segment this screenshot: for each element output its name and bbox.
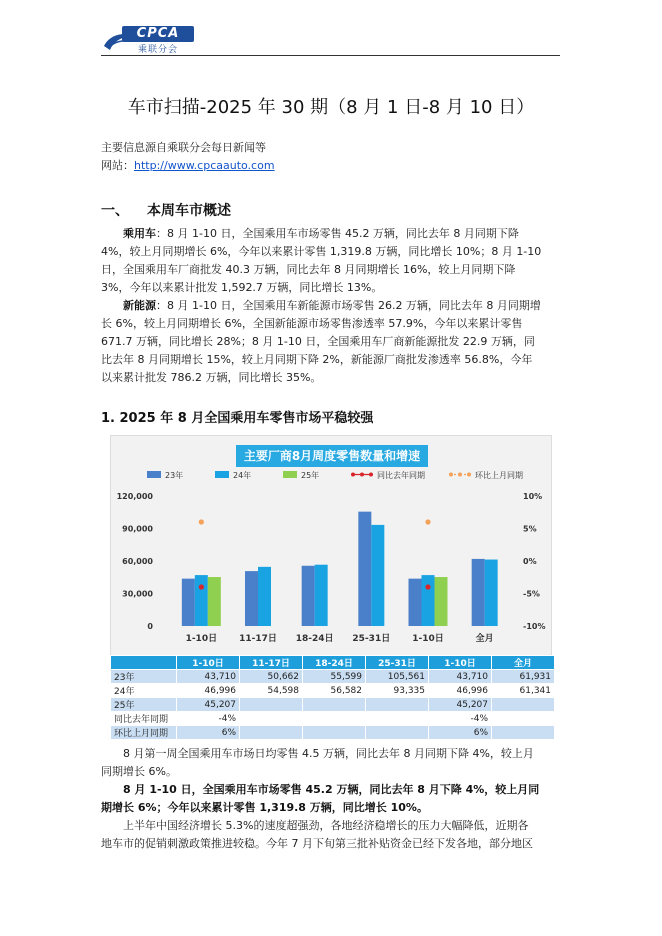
economy-line: 地车市的促销刺激政策推进较稳。今年 7 月下旬第三批补贴资金已经下发各地，部分地区 <box>101 837 533 850</box>
economy-line: 上半年中国经济增长 5.3%的速度超强劲，各地经济稳增长的压力大幅降低，近期各 <box>123 819 529 832</box>
weekly-retail-chart <box>110 435 552 657</box>
table-cell <box>240 698 303 712</box>
passenger-line: 日，全国乘用车厂商批发 40.3 万辆，同比去年 8 月同期增长 16%，较上月同期下降 <box>101 263 516 276</box>
bar-23年 <box>182 579 195 626</box>
bar-24年 <box>371 525 384 626</box>
website-label: 网站： <box>101 159 134 172</box>
table-cell: 105,561 <box>366 670 429 684</box>
table-cell <box>303 712 366 726</box>
week1-line: 同期增长 6%。 <box>101 765 177 778</box>
subsection-number: 1. <box>101 411 115 426</box>
table-cell: 43,710 <box>429 670 492 684</box>
table-cell <box>303 698 366 712</box>
document-title: 车市扫描-2025 年 30 期（8 月 1 日-8 月 10 日） <box>127 97 535 118</box>
legend-swatch <box>283 471 297 478</box>
nev-line: ：8 月 1-10 日，全国乘用车新能源市场零售 26.2 万辆，同比去年 8 月同期增 <box>156 299 541 312</box>
passenger-line: 3%，今年以来累计批发 1,592.7 万辆，同比增长 13%。 <box>101 281 383 294</box>
table-header-cell: 18-24日 <box>303 656 366 670</box>
table-cell: 56,582 <box>303 684 366 698</box>
marker-环比上月同期 <box>425 519 430 524</box>
bar-23年 <box>302 566 315 626</box>
table-cell <box>366 712 429 726</box>
y-right-tick-label: 10% <box>523 492 543 501</box>
subsection-heading <box>101 407 373 426</box>
table-cell <box>366 726 429 740</box>
table-cell: 50,662 <box>240 670 303 684</box>
x-tick-label: 全月 <box>475 634 494 644</box>
row-label: 同比去年同期 <box>111 712 177 726</box>
legend-label: 同比去年同期 <box>377 471 425 480</box>
legend-swatch <box>215 471 229 478</box>
table-cell: -4% <box>429 712 492 726</box>
bar-23年 <box>409 579 422 626</box>
nev-label: 新能源 <box>123 299 156 312</box>
website-line <box>101 157 275 173</box>
bar-24年 <box>195 575 208 626</box>
x-tick-label: 18-24日 <box>295 634 334 644</box>
nev-paragraph <box>101 297 561 387</box>
table-cell: 61,931 <box>492 670 555 684</box>
legend-marker <box>351 473 355 477</box>
table-cell: 6% <box>177 726 240 740</box>
section-number: 一、 <box>101 203 129 219</box>
x-tick-label: 25-31日 <box>352 634 391 644</box>
website-link[interactable]: http://www.cpcaauto.com <box>134 159 275 172</box>
legend-marker <box>467 473 471 477</box>
passenger-paragraph <box>101 225 561 297</box>
legend-swatch <box>147 471 161 478</box>
legend-label: 25年 <box>301 471 320 480</box>
table-cell: 45,207 <box>177 698 240 712</box>
table-cell: 61,341 <box>492 684 555 698</box>
logo-cn-text: 乘联分会 <box>138 45 179 55</box>
table-cell <box>492 712 555 726</box>
passenger-label: 乘用车 <box>123 227 156 240</box>
nev-line: 671.7 万辆，同比增长 28%；8 月 1-10 日，全国乘用车厂商新能源批发 22.9 万辆，同 <box>101 335 535 348</box>
cpca-logo <box>102 24 197 54</box>
y-left-tick-label: 0 <box>147 622 153 631</box>
table-cell: 46,996 <box>429 684 492 698</box>
legend-marker <box>360 473 364 477</box>
subsection-title: 2025 年 8 月全国乘用车零售市场平稳较强 <box>119 411 374 426</box>
y-left-tick-label: 30,000 <box>122 589 153 599</box>
x-tick-label: 1-10日 <box>412 634 444 644</box>
table-header-cell <box>111 656 177 670</box>
table-cell <box>303 726 366 740</box>
y-right-tick-label: -5% <box>523 589 540 599</box>
section-heading <box>101 200 231 220</box>
y-left-tick-label: 90,000 <box>122 524 153 534</box>
legend-label: 24年 <box>233 471 252 480</box>
row-label: 环比上月同期 <box>111 726 177 740</box>
nev-line: 比去年 8 月同期增长 15%，较上月同期下降 2%，新能源厂商批发渗透率 56.8%，今年 <box>101 353 533 366</box>
marker-环比上月同期 <box>199 519 204 524</box>
table-row <box>111 726 555 740</box>
table-cell <box>366 698 429 712</box>
table-row <box>111 670 555 684</box>
table-header-row <box>111 656 555 670</box>
table-cell: 43,710 <box>177 670 240 684</box>
week1-paragraph <box>101 745 561 781</box>
bar-25年 <box>208 577 221 626</box>
source-line: 主要信息源自乘联分会每日新闻等 <box>101 141 266 154</box>
chart-title: 主要厂商8月周度零售数量和增速 <box>236 445 428 467</box>
nev-line: 长 6%，较上月同期增长 6%，全国新能源市场零售渗透率 57.9%，今年以来累计零售 <box>101 317 523 330</box>
passenger-line: ：8 月 1-10 日，全国乘用车市场零售 45.2 万辆，同比去年 8 月同期下降 <box>156 227 519 240</box>
y-left-tick-label: 120,000 <box>116 492 153 501</box>
bar-24年 <box>258 567 271 626</box>
table-cell: 55,599 <box>303 670 366 684</box>
table-cell: -4% <box>177 712 240 726</box>
row-label: 23年 <box>111 670 177 684</box>
table-header-cell: 1-10日 <box>177 656 240 670</box>
y-left-tick-label: 60,000 <box>122 557 153 566</box>
table-header-cell: 25-31日 <box>366 656 429 670</box>
y-right-tick-label: -10% <box>523 622 546 631</box>
bar-23年 <box>358 512 371 626</box>
retail-table <box>110 655 555 740</box>
bar-23年 <box>472 559 485 626</box>
legend-label: 环比上月同期 <box>475 471 523 480</box>
section-title: 本周车市概述 <box>147 203 231 219</box>
y-right-tick-label: 0% <box>523 557 537 566</box>
bar-24年 <box>422 575 435 626</box>
table-cell: 93,335 <box>366 684 429 698</box>
marker-同比去年同期 <box>425 584 430 589</box>
header-divider <box>101 55 560 56</box>
chart-svg <box>111 436 551 656</box>
bold-line: 期增长 6%；今年以来累计零售 1,319.8 万辆，同比增长 10%。 <box>101 801 428 814</box>
bar-24年 <box>485 560 498 626</box>
week1-line: 8 月第一周全国乘用车市场日均零售 4.5 万辆，同比去年 8 月同期下降 4%，较上月 <box>123 747 534 760</box>
x-tick-label: 11-17日 <box>239 634 277 644</box>
marker-同比去年同期 <box>199 584 204 589</box>
table-row <box>111 712 555 726</box>
legend-marker <box>369 473 373 477</box>
table-cell <box>492 726 555 740</box>
row-label: 24年 <box>111 684 177 698</box>
table-cell: 54,598 <box>240 684 303 698</box>
nev-line: 以来累计批发 786.2 万辆，同比增长 35%。 <box>101 371 322 384</box>
legend-marker <box>458 473 462 477</box>
table-cell <box>492 698 555 712</box>
bold-summary-paragraph <box>101 781 561 817</box>
y-right-tick-label: 5% <box>523 524 537 534</box>
bar-24年 <box>315 565 328 626</box>
passenger-line: 4%，较上月同期增长 6%，今年以来累计零售 1,319.8 万辆，同比增长 10%；8 月 1-10 <box>101 245 542 258</box>
logo-text: CPCA <box>122 26 194 42</box>
table-row <box>111 684 555 698</box>
legend-marker <box>449 473 453 477</box>
x-tick-label: 1-10日 <box>185 634 218 644</box>
economy-paragraph <box>101 817 561 853</box>
table-row <box>111 698 555 712</box>
legend-label: 23年 <box>165 471 184 480</box>
bold-line: 8 月 1-10 日，全国乘用车市场零售 45.2 万辆，同比去年 8 月下降 4%，较上月同 <box>123 783 540 796</box>
table-cell <box>240 712 303 726</box>
bar-23年 <box>245 571 258 626</box>
table-header-cell: 全月 <box>492 656 555 670</box>
row-label: 25年 <box>111 698 177 712</box>
table-header-cell: 11-17日 <box>240 656 303 670</box>
bar-25年 <box>435 577 448 626</box>
table-cell: 6% <box>429 726 492 740</box>
table-cell: 46,996 <box>177 684 240 698</box>
table-cell: 45,207 <box>429 698 492 712</box>
table-cell <box>240 726 303 740</box>
table-header-cell: 1-10日 <box>429 656 492 670</box>
